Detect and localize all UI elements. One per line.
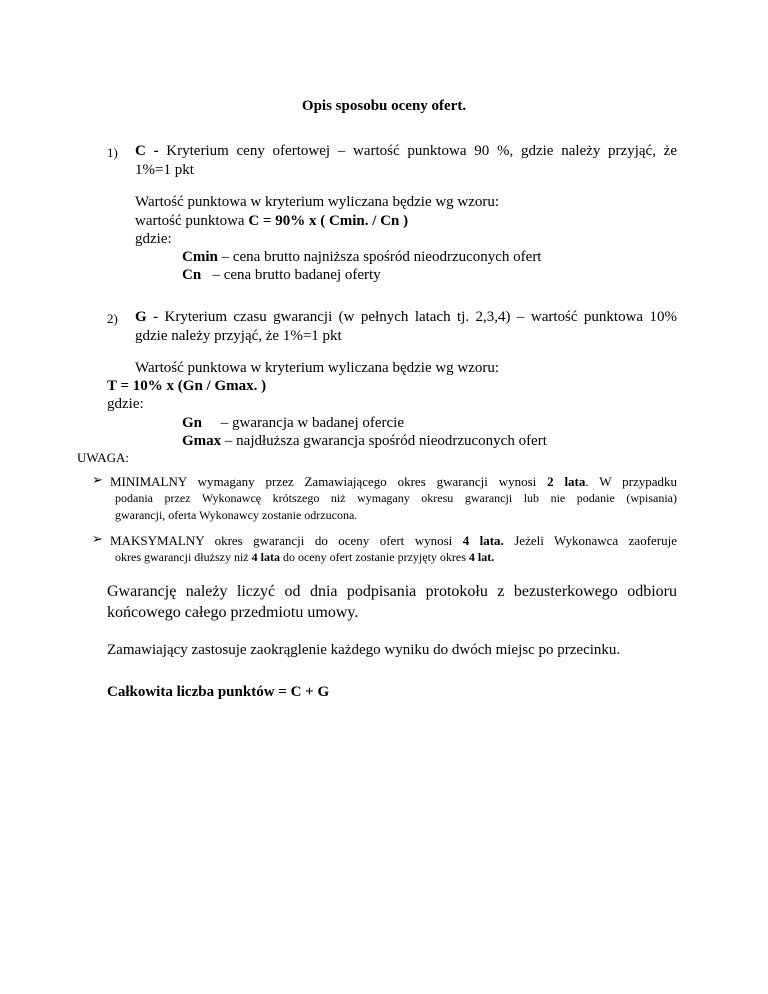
- warranty-paragraph-line2: końcowego całego przedmiotu umowy.: [107, 604, 359, 621]
- criterion-1-line1: C - Kryterium ceny ofertowej – wartość punktowa 90 %, gdzie należy przyjąć, że: [135, 143, 677, 159]
- criterion-1-formula-intro: Wartość punktowa w kryterium wyliczana będzie wg wzoru:: [135, 194, 500, 210]
- criterion-1-number: 1): [107, 145, 118, 160]
- warranty-paragraph-line1: Gwarancję należy liczyć od dnia podpisania protokołu z bezusterkowego odbioru: [107, 583, 677, 600]
- criterion-2-where: gdzie:: [107, 396, 144, 412]
- total-points: Całkowita liczba punktów = C + G: [107, 684, 330, 700]
- bullet-1-line3: gwarancji, oferta Wykonawcy zostanie odrzucona.: [115, 508, 358, 522]
- criterion-2-line1: G - Kryterium czasu gwarancji (w pełnych latach tj. 2,3,4) – wartość punktowa 10%: [135, 309, 677, 325]
- bullet-1-line2: podania przez Wykonawcę krótszego niż wymagany okresu gwarancji lub nie podanie (wpisania): [115, 491, 677, 505]
- criterion-2-def-gmax: Gmax – najdłuższa gwarancja spośród nieodrzuconych ofert: [182, 433, 547, 449]
- bullet-2-line2: okres gwarancji dłuższy niż 4 lata do oceny ofert zostanie przyjęty okres 4 lat.: [115, 550, 495, 564]
- criterion-2-number: 2): [107, 311, 118, 326]
- criterion-1-line2: 1%=1 pkt: [135, 162, 194, 178]
- criterion-2-formula-intro: Wartość punktowa w kryterium wyliczana będzie wg wzoru:: [135, 360, 500, 376]
- bullet-2-line1: MAKSYMALNY okres gwarancji do oceny ofert wynosi 4 lata. Jeżeli Wykonawca zaoferuje: [110, 533, 678, 548]
- criterion-1-def-cn: Cn – cena brutto badanej oferty: [182, 267, 381, 283]
- criterion-1-def-cmin: Cmin – cena brutto najniższa spośród nieodrzuconych ofert: [182, 249, 542, 265]
- criterion-2-def-gn: Gn – gwarancja w badanej ofercie: [182, 415, 404, 431]
- arrow-bullet-icon: ➢: [92, 473, 103, 488]
- criterion-2-formula: T = 10% x (Gn / Gmax. ): [107, 378, 267, 394]
- arrow-bullet-icon: ➢: [92, 532, 103, 547]
- criterion-2-line2: gdzie należy przyjąć, że 1%=1 pkt: [135, 328, 342, 344]
- bullet-1-line1: MINIMALNY wymagany przez Zamawiającego okres gwarancji wynosi 2 lata. W przypadku: [110, 474, 677, 489]
- criterion-1-where: gdzie:: [135, 231, 172, 247]
- note-label: UWAGA:: [77, 450, 129, 465]
- page-title: Opis sposobu oceny ofert.: [301, 98, 467, 114]
- rounding-paragraph: Zamawiający zastosuje zaokrąglenie każdego wyniku do dwóch miejsc po przecinku.: [107, 642, 621, 658]
- criterion-1-formula: wartość punktowa C = 90% x ( Cmin. / Cn ): [135, 213, 409, 229]
